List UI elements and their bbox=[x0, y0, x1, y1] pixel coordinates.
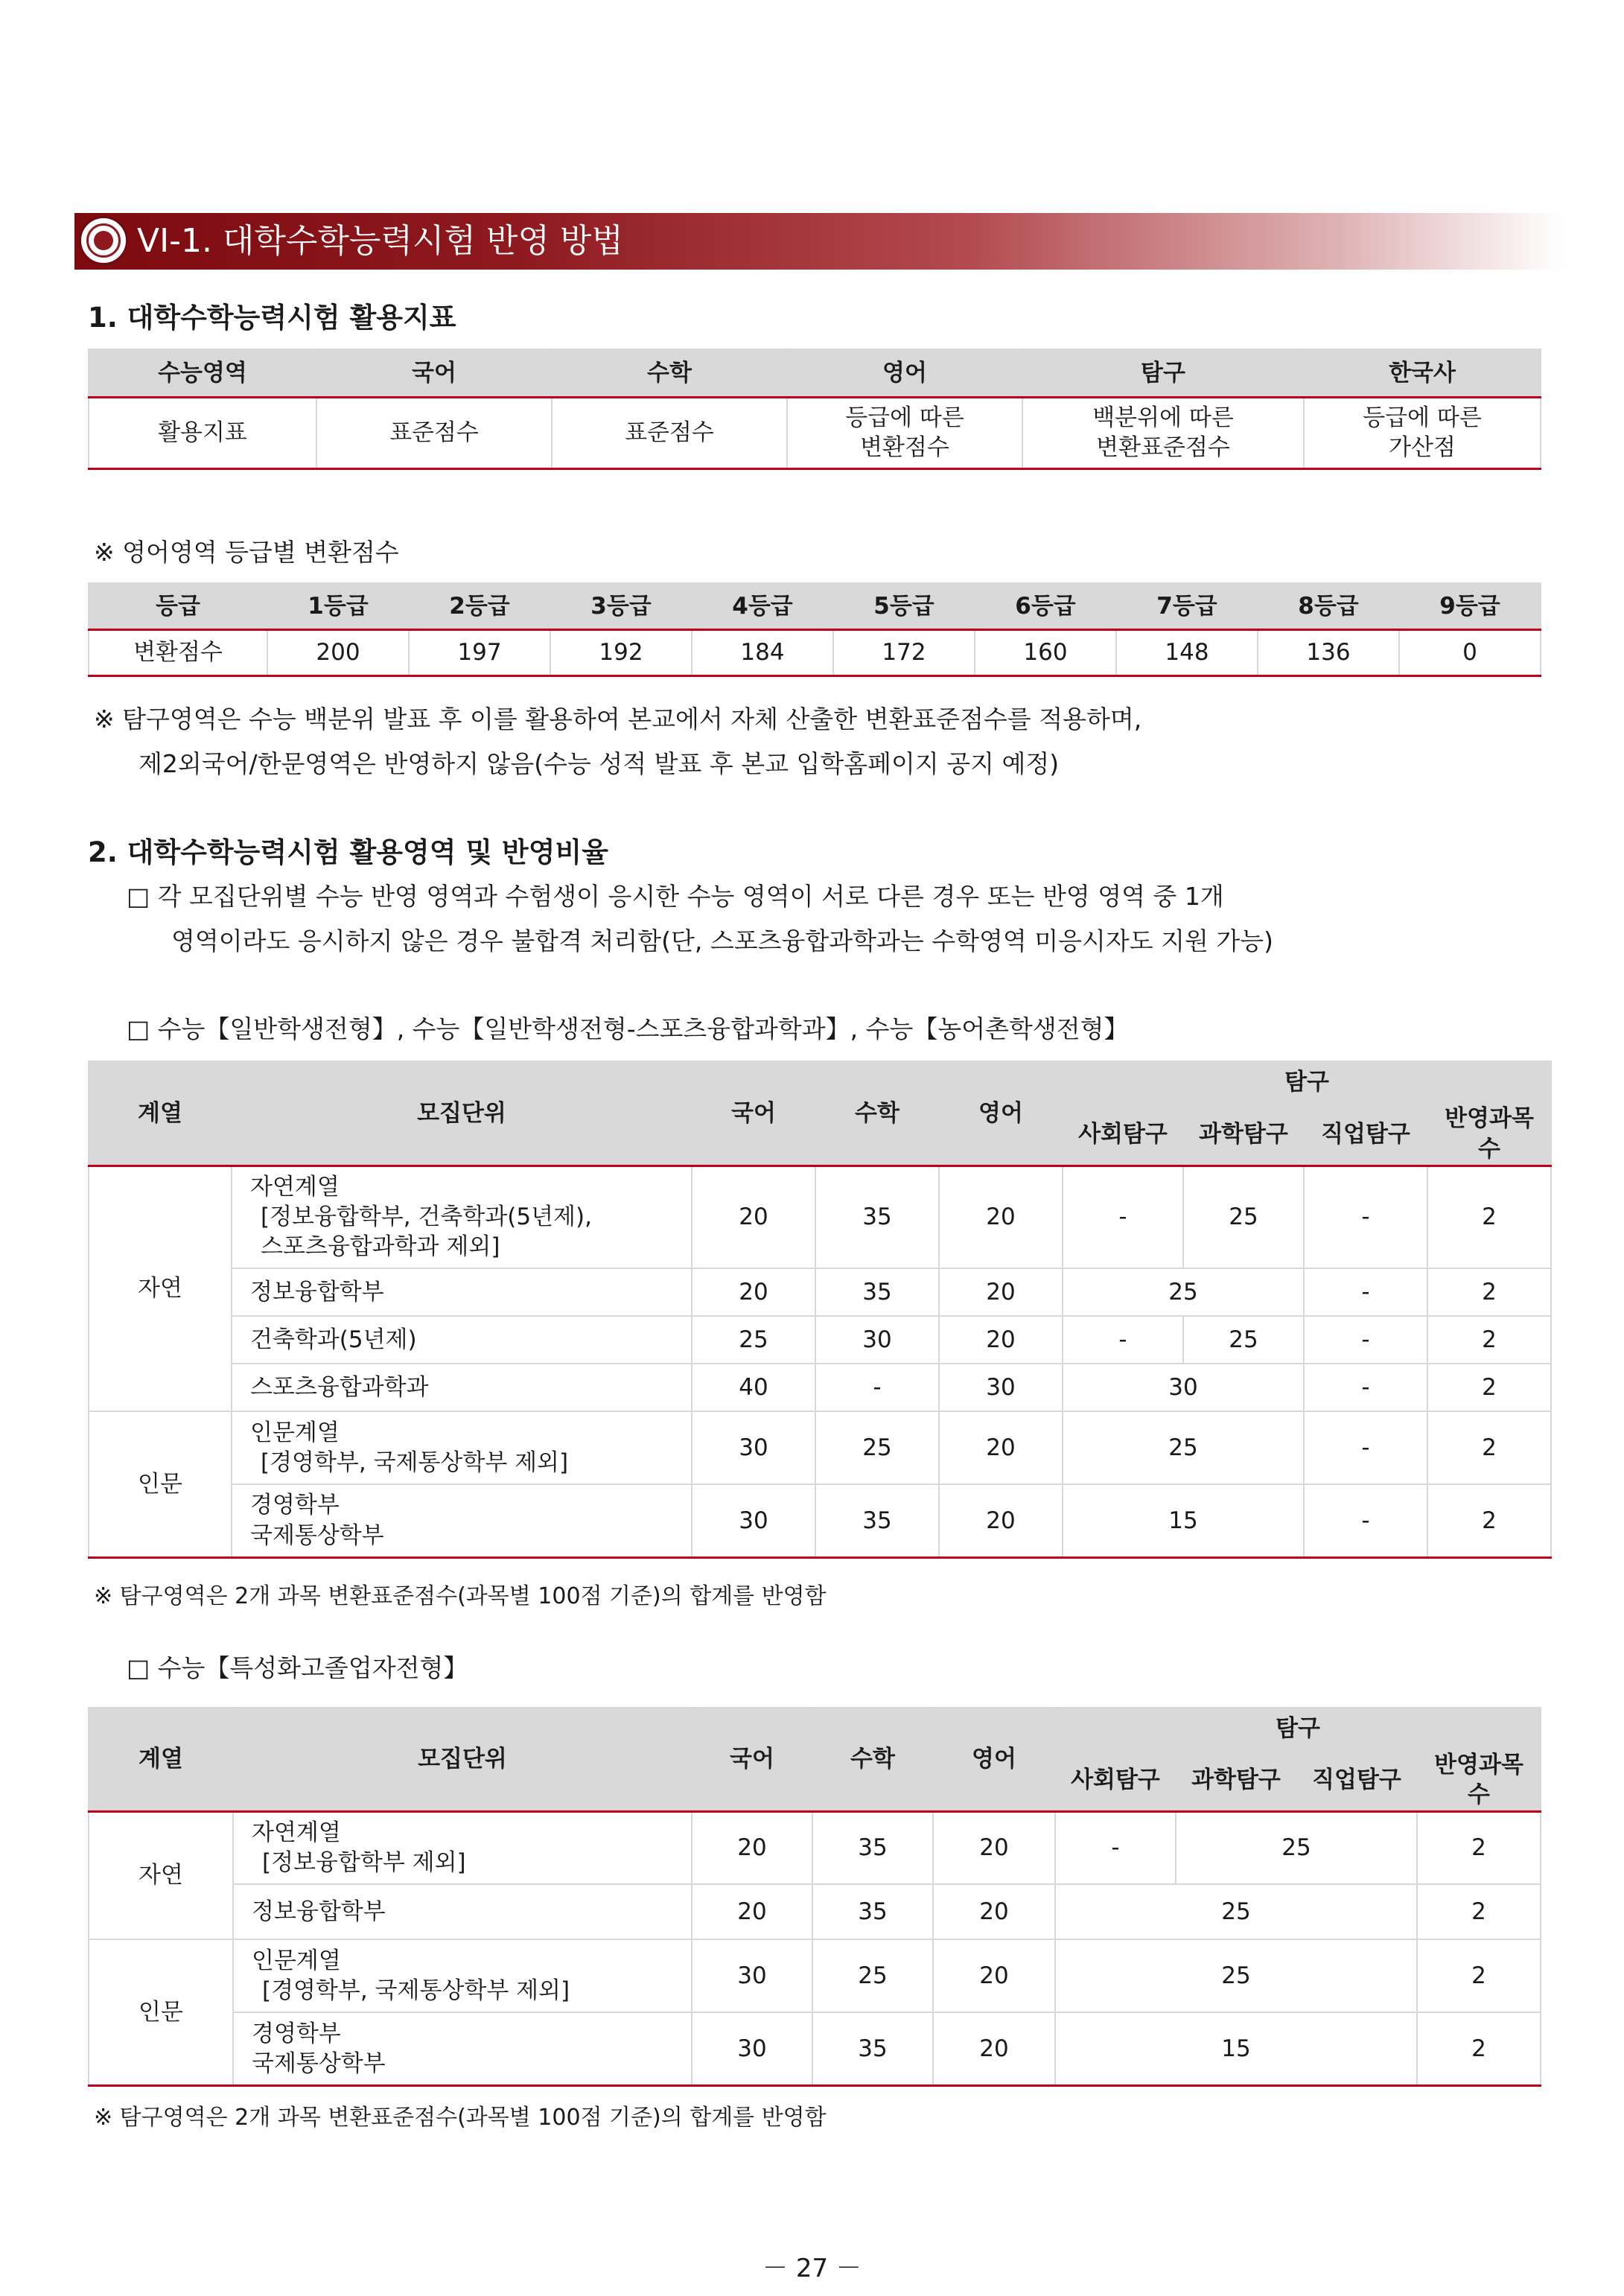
table-cell: 20 bbox=[939, 1166, 1063, 1268]
header-kor: 국어 bbox=[692, 1061, 815, 1166]
unit-cell: 자연계열 [정보융합학부 제외] bbox=[233, 1811, 692, 1884]
table-cell: 35 bbox=[815, 1268, 939, 1316]
table-cell: 2 bbox=[1427, 1316, 1551, 1364]
table-cell: 20 bbox=[939, 1268, 1063, 1316]
header-count: 반영과목 수 bbox=[1427, 1103, 1551, 1166]
table-cell: 25 bbox=[1063, 1268, 1304, 1316]
table-cell: 30 bbox=[692, 2012, 812, 2085]
header-job: 직업탐구 bbox=[1296, 1749, 1417, 1811]
header-cell: 5등급 bbox=[833, 583, 975, 629]
table-cell: 등급에 따른 변환점수 bbox=[787, 397, 1022, 468]
table-cell: 25 bbox=[1176, 1811, 1417, 1884]
unit-cell: 정보융합학부 bbox=[233, 1884, 692, 1939]
header-cell: 수능영역 bbox=[89, 349, 316, 397]
table-cell: 20 bbox=[939, 1411, 1063, 1484]
table-cell: - bbox=[1063, 1166, 1183, 1268]
table-cell: 20 bbox=[692, 1268, 815, 1316]
row-label: 활용지표 bbox=[89, 397, 316, 468]
page-number: － 27 － bbox=[762, 2254, 862, 2283]
table-cell: 35 bbox=[815, 1166, 939, 1268]
table-cell: 25 bbox=[1063, 1411, 1304, 1484]
table-cell: 표준점수 bbox=[552, 397, 787, 468]
tamgu-note-line-1: ※ 탐구영역은 수능 백분위 발표 후 이를 활용하여 본교에서 자체 산출한 변환표준점수를 적용하며, bbox=[94, 705, 1142, 734]
table-cell: 15 bbox=[1063, 1484, 1304, 1557]
table-cell: 25 bbox=[1055, 1884, 1417, 1939]
heading-1: 1. 대학수학능력시험 활용지표 bbox=[88, 302, 456, 334]
table-cell: 197 bbox=[409, 629, 550, 675]
table-cell: 30 bbox=[939, 1364, 1063, 1411]
header-unit: 모집단위 bbox=[233, 1708, 692, 1811]
bullet-3: □ 수능【특성화고졸업자전형】 bbox=[127, 1653, 468, 1682]
table-cell: - bbox=[1304, 1411, 1427, 1484]
heading-2: 2. 대학수학능력시험 활용영역 및 반영비율 bbox=[88, 836, 608, 868]
header-tamgu: 탐구 bbox=[1063, 1061, 1551, 1103]
header-math: 수학 bbox=[815, 1061, 939, 1166]
table-cell: 20 bbox=[933, 1939, 1055, 2012]
table-cell: 2 bbox=[1417, 1939, 1541, 2012]
header-cell: 9등급 bbox=[1399, 583, 1541, 629]
header-cell: 한국사 bbox=[1304, 349, 1541, 397]
header-science: 과학탐구 bbox=[1183, 1103, 1304, 1166]
table-cell: 2 bbox=[1427, 1166, 1551, 1268]
table-cell: 184 bbox=[692, 629, 833, 675]
unit-cell: 인문계열 [경영학부, 국제통상학부 제외] bbox=[232, 1411, 692, 1484]
table-cell: 20 bbox=[939, 1316, 1063, 1364]
group-human: 인문 bbox=[89, 1411, 232, 1557]
table-cell: 표준점수 bbox=[316, 397, 552, 468]
table-cell: 172 bbox=[833, 629, 975, 675]
table-cell: 35 bbox=[812, 1884, 933, 1939]
header-cell: 등급 bbox=[89, 583, 267, 629]
table-cell: 148 bbox=[1116, 629, 1258, 675]
table-cell: 20 bbox=[933, 2012, 1055, 2085]
table-cell: 25 bbox=[1055, 1939, 1417, 2012]
table-cell: 200 bbox=[267, 629, 409, 675]
table-cell: 35 bbox=[815, 1484, 939, 1557]
header-tamgu: 탐구 bbox=[1055, 1708, 1541, 1749]
header-cell: 4등급 bbox=[692, 583, 833, 629]
table-cell: 등급에 따른 가산점 bbox=[1304, 397, 1541, 468]
table-cell: 192 bbox=[550, 629, 692, 675]
table-cell: 25 bbox=[1183, 1166, 1304, 1268]
unit-cell: 경영학부 국제통상학부 bbox=[232, 1484, 692, 1557]
header-eng: 영어 bbox=[939, 1061, 1063, 1166]
table-cell: 25 bbox=[815, 1411, 939, 1484]
header-science: 과학탐구 bbox=[1176, 1749, 1296, 1811]
tamgu-note-line-2: 제2외국어/한문영역은 반영하지 않음(수능 성적 발표 후 본교 입학홈페이지 공지 예정) bbox=[138, 749, 1060, 778]
header-job: 직업탐구 bbox=[1304, 1103, 1427, 1166]
table-cell: 30 bbox=[692, 1411, 815, 1484]
header-math: 수학 bbox=[812, 1708, 933, 1811]
bullet-1-line-1: □ 각 모집단위별 수능 반영 영역과 수험생이 응시한 수능 영역이 서로 다른 경우 또는 반영 영역 중 1개 bbox=[127, 882, 1224, 911]
header-gyeyeol: 계열 bbox=[89, 1061, 232, 1166]
vocational-admission-table bbox=[88, 1707, 1541, 2087]
unit-cell: 스포츠융합과학과 bbox=[232, 1364, 692, 1411]
table-cell: 2 bbox=[1427, 1484, 1551, 1557]
general-admission-table bbox=[88, 1060, 1552, 1559]
table-cell: 160 bbox=[975, 629, 1116, 675]
table-cell: 25 bbox=[1183, 1316, 1304, 1364]
table-cell: 25 bbox=[692, 1316, 815, 1364]
unit-cell: 경영학부 국제통상학부 bbox=[233, 2012, 692, 2085]
table-cell: - bbox=[1304, 1166, 1427, 1268]
table-cell: 20 bbox=[933, 1811, 1055, 1884]
table-cell: 30 bbox=[692, 1939, 812, 2012]
unit-cell: 자연계열 [정보융합학부, 건축학과(5년제), 스포츠융합과학과 제외] bbox=[232, 1166, 692, 1268]
table-cell: 2 bbox=[1427, 1364, 1551, 1411]
header-cell: 영어 bbox=[787, 349, 1022, 397]
table-cell: - bbox=[1304, 1484, 1427, 1557]
header-cell: 3등급 bbox=[550, 583, 692, 629]
note-2: ※ 탐구영역은 2개 과목 변환표준점수(과목별 100점 기준)의 합계를 반영함 bbox=[94, 2105, 827, 2131]
header-unit: 모집단위 bbox=[232, 1061, 692, 1166]
header-cell: 수학 bbox=[552, 349, 787, 397]
table-cell: 2 bbox=[1417, 1884, 1541, 1939]
table-cell: - bbox=[1304, 1316, 1427, 1364]
header-cell: 국어 bbox=[316, 349, 552, 397]
unit-cell: 정보융합학부 bbox=[232, 1268, 692, 1316]
university-seal-icon bbox=[79, 216, 128, 265]
header-social: 사회탐구 bbox=[1063, 1103, 1183, 1166]
header-cell: 1등급 bbox=[267, 583, 409, 629]
table-cell: 20 bbox=[933, 1884, 1055, 1939]
table-cell: 20 bbox=[692, 1811, 812, 1884]
unit-cell: 인문계열 [경영학부, 국제통상학부 제외] bbox=[233, 1939, 692, 2012]
table-cell: - bbox=[1304, 1364, 1427, 1411]
note-1: ※ 탐구영역은 2개 과목 변환표준점수(과목별 100점 기준)의 합계를 반영함 bbox=[94, 1583, 827, 1609]
section-title: VI-1. 대학수학능력시험 반영 방법 bbox=[137, 222, 623, 260]
table-cell: 백분위에 따른 변환표준점수 bbox=[1022, 397, 1304, 468]
table-cell: 35 bbox=[812, 1811, 933, 1884]
header-eng: 영어 bbox=[933, 1708, 1055, 1811]
table-cell: 2 bbox=[1417, 1811, 1541, 1884]
table-cell: 15 bbox=[1055, 2012, 1417, 2085]
table-cell: - bbox=[1304, 1268, 1427, 1316]
table-cell: - bbox=[1063, 1316, 1183, 1364]
table-cell: 20 bbox=[692, 1884, 812, 1939]
table-cell: - bbox=[1055, 1811, 1176, 1884]
table-cell: 30 bbox=[815, 1316, 939, 1364]
table-cell: 2 bbox=[1417, 2012, 1541, 2085]
table-cell: 25 bbox=[812, 1939, 933, 2012]
table-cell: 20 bbox=[692, 1166, 815, 1268]
header-count: 반영과목 수 bbox=[1417, 1749, 1541, 1811]
table-cell: 30 bbox=[692, 1484, 815, 1557]
english-grade-note: ※ 영어영역 등급별 변환점수 bbox=[94, 538, 399, 567]
english-grade-table bbox=[88, 582, 1541, 677]
group-nature: 자연 bbox=[89, 1166, 232, 1411]
table-cell: 2 bbox=[1427, 1411, 1551, 1484]
header-cell: 탐구 bbox=[1022, 349, 1304, 397]
header-cell: 8등급 bbox=[1258, 583, 1399, 629]
table-cell: 30 bbox=[1063, 1364, 1304, 1411]
table-cell: 40 bbox=[692, 1364, 815, 1411]
bullet-1-line-2: 영역이라도 응시하지 않은 경우 불합격 처리함(단, 스포츠융합과학과는 수학영역 미응시자도 지원 가능) bbox=[171, 926, 1274, 955]
table-cell: 0 bbox=[1399, 629, 1541, 675]
header-kor: 국어 bbox=[692, 1708, 812, 1811]
table-cell: - bbox=[815, 1364, 939, 1411]
group-human: 인문 bbox=[89, 1939, 233, 2085]
header-cell: 7등급 bbox=[1116, 583, 1258, 629]
indicator-table bbox=[88, 349, 1541, 470]
header-gyeyeol: 계열 bbox=[89, 1708, 233, 1811]
header-cell: 6등급 bbox=[975, 583, 1116, 629]
table-cell: 35 bbox=[812, 2012, 933, 2085]
table-cell: 2 bbox=[1427, 1268, 1551, 1316]
unit-cell: 건축학과(5년제) bbox=[232, 1316, 692, 1364]
header-cell: 2등급 bbox=[409, 583, 550, 629]
bullet-2: □ 수능【일반학생전형】, 수능【일반학생전형-스포츠융합과학과】, 수능【농어촌학생전형】 bbox=[127, 1014, 1129, 1043]
table-cell: 136 bbox=[1258, 629, 1399, 675]
table-cell: 20 bbox=[939, 1484, 1063, 1557]
group-nature: 자연 bbox=[89, 1811, 233, 1939]
row-label: 변환점수 bbox=[89, 629, 267, 675]
header-social: 사회탐구 bbox=[1055, 1749, 1176, 1811]
